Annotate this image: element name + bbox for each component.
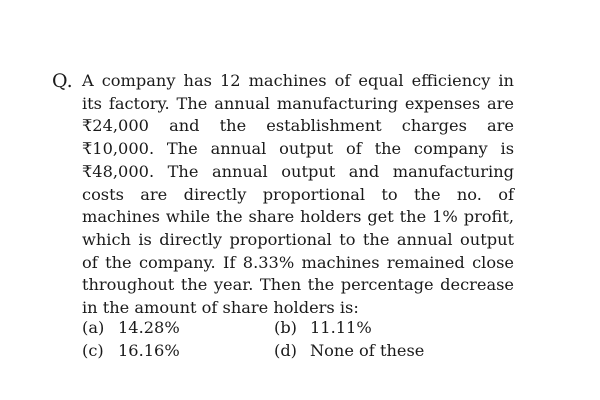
option-d[interactable] bbox=[274, 339, 466, 362]
option-d-text: None of these bbox=[310, 341, 425, 360]
options-row-2 bbox=[82, 339, 522, 362]
question-text: A company has 12 machines of equal efficiency in its factory. The annual manufacturing expenses are ₹24,000 and the establishment charges are ₹10,000. The annual output of the company is ₹48,000. The annual output and manufacturing costs are directly proportional to the no. of machines while the share holders get the 1% profit, which is directly proportional to the annual output of the company. If 8.33% machines remained close throughout the year. Then the percentage decrease in the amount of share holders is: bbox=[82, 71, 514, 318]
answer-options bbox=[82, 316, 522, 362]
option-d-letter: (d) bbox=[274, 341, 297, 360]
question-label: Q. bbox=[52, 70, 73, 92]
option-a-letter: (a) bbox=[82, 318, 105, 337]
option-b-letter: (b) bbox=[274, 318, 297, 337]
option-c[interactable] bbox=[82, 339, 274, 362]
option-c-letter: (c) bbox=[82, 341, 104, 360]
option-a-text: 14.28% bbox=[118, 318, 180, 337]
option-a[interactable] bbox=[82, 316, 274, 339]
option-c-text: 16.16% bbox=[118, 341, 180, 360]
options-row-1 bbox=[82, 316, 522, 339]
option-b-text: 11.11% bbox=[310, 318, 372, 337]
option-b[interactable] bbox=[274, 316, 466, 339]
